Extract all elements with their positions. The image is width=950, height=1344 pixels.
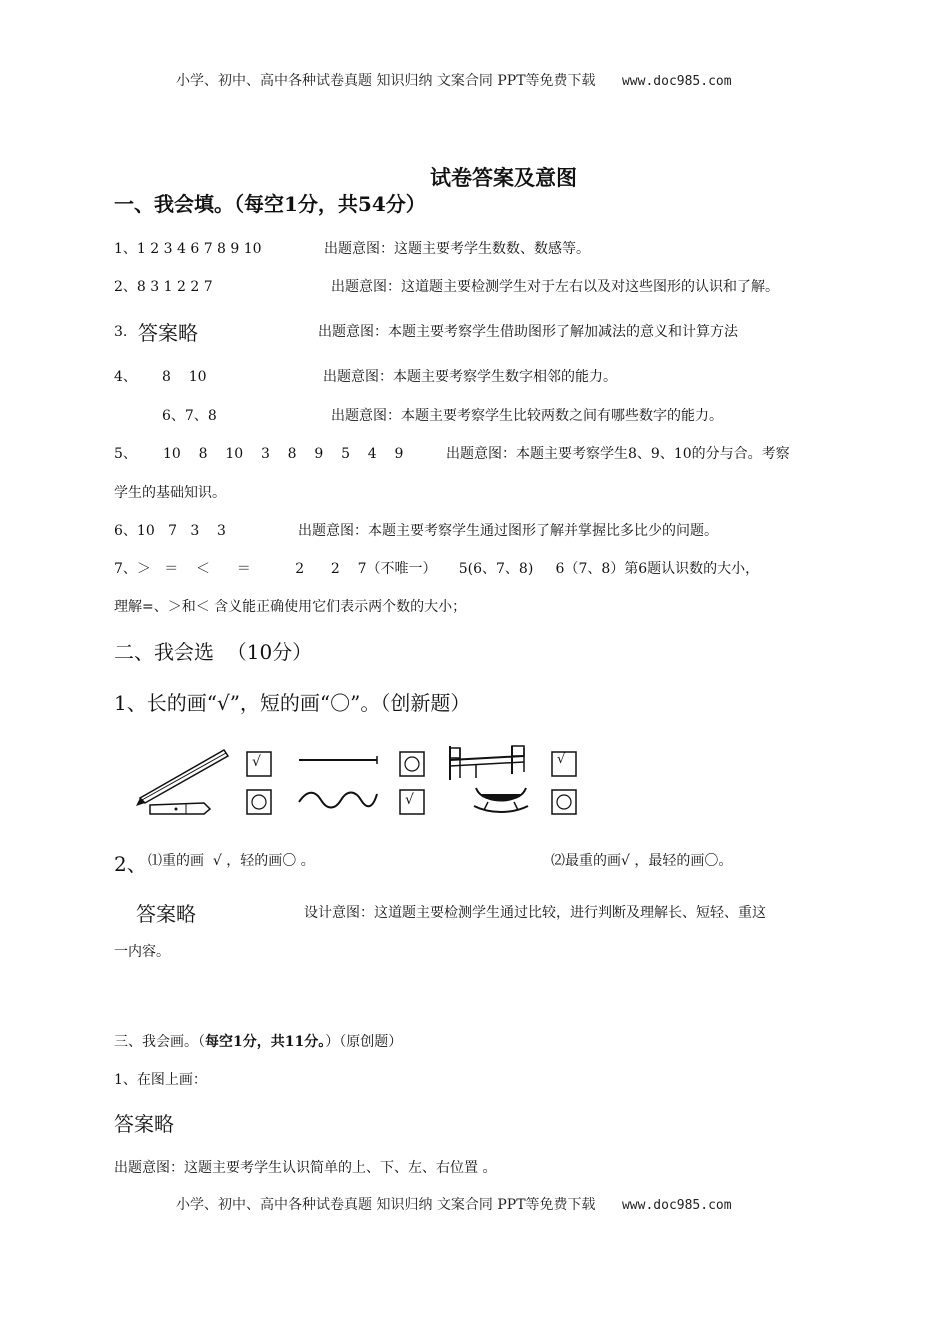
s2-q2-part1: ⑴重的画 √ ，轻的画〇 。 — [148, 853, 315, 869]
section2-heading: 二、我会选 （10分） — [114, 640, 313, 664]
s1-item6-intent: 出题意图：本题主要考察学生通过图形了解并掌握比多比少的问题。 — [298, 523, 718, 539]
s1-item1-intent: 出题意图：这题主要考学生数数、数感等。 — [324, 241, 590, 257]
s1-item3-prefix: 3. — [114, 324, 128, 340]
wavy-line-illustration — [297, 788, 381, 812]
cradle-illustration — [470, 784, 532, 814]
s1-item4-answer: 8 10 — [162, 369, 207, 385]
s2-answer: 答案略 — [136, 902, 196, 926]
s1-item5-prefix: 5、 — [114, 446, 137, 462]
check-mark: √ — [557, 752, 566, 767]
section3-heading-b: 每空1分，共11分。 — [205, 1034, 326, 1050]
answer-box-circle-3 — [551, 789, 577, 815]
s1-item7-line2: 理解=、＞和＜ 含义能正确使用它们表示两个数的大小； — [114, 599, 467, 615]
s2-intent: 设计意图：这道题主要检测学生通过比较，进行判断及理解长、短轻、重这 — [304, 905, 766, 921]
s1-item5-intent: 出题意图：本题主要考察学生8、9、10的分与合。考察 — [446, 446, 790, 462]
s1-item4b-answer: 6、7、8 — [162, 408, 217, 424]
s1-item4-intent: 出题意图：本题主要考察学生数字相邻的能力。 — [323, 369, 617, 385]
bed-illustration — [446, 742, 530, 782]
section3-heading — [114, 1033, 402, 1051]
s1-item4b-intent: 出题意图：本题主要考察学生比较两数之间有哪些数字的能力。 — [331, 408, 723, 424]
header-text: 小学、初中、高中各种试卷真题 知识归纳 文案合同 PPT等免费下载 — [176, 73, 596, 89]
s1-item3-answer: 答案略 — [138, 321, 198, 345]
s1-item2-answer: 2、8 3 1 2 2 7 — [114, 279, 213, 295]
s1-item7-line1: 7、＞ ＝ ＜ ＝ 2 2 7（不唯一） 5(6、7、8) 6（7、8）第6题认识数的大小， — [114, 561, 760, 577]
footer-url[interactable]: www.doc985.com — [621, 1198, 732, 1213]
short-pencil-illustration — [146, 800, 212, 818]
page-header — [176, 70, 732, 90]
section3-heading-c: ）（原创题） — [325, 1034, 403, 1050]
check-mark: √ — [252, 754, 261, 770]
s1-item6-answer: 6、10 7 3 3 — [114, 523, 226, 539]
s3-answer: 答案略 — [114, 1112, 174, 1136]
section1-heading: 一、我会填。（每空1分，共54分） — [114, 192, 426, 216]
check-mark: √ — [405, 792, 414, 808]
header-url[interactable]: www.doc985.com — [621, 74, 732, 89]
page-footer — [176, 1194, 732, 1214]
s1-item3-intent: 出题意图：本题主要考察学生借助图形了解加减法的意义和计算方法 — [318, 324, 738, 340]
s1-item2-intent: 出题意图：这道题主要检测学生对于左右以及对这些图形的认识和了解。 — [331, 279, 779, 295]
s3-q1: 1、在图上画： — [114, 1072, 207, 1088]
s2-q1: 1、长的画“√”，短的画“〇”。（创新题） — [114, 691, 471, 715]
s1-item5-answer: 10 8 10 3 8 9 5 4 9 — [163, 446, 404, 462]
answer-box-circle-1 — [246, 789, 272, 815]
straight-line-illustration — [297, 754, 381, 766]
s3-intent: 出题意图：这题主要考学生认识简单的上、下、左、右位置 。 — [114, 1160, 497, 1176]
page-title: 试卷答案及意图 — [430, 165, 577, 190]
s1-item4-prefix: 4、 — [114, 369, 137, 385]
answer-box-circle-2 — [399, 751, 425, 777]
footer-text: 小学、初中、高中各种试卷真题 知识归纳 文案合同 PPT等免费下载 — [176, 1197, 596, 1213]
s1-item1-answer: 1、1 2 3 4 6 7 8 9 10 — [114, 241, 262, 257]
s2-q2-prefix: 2、 — [114, 852, 147, 876]
s2-q2-part2: ⑵最重的画√ ，最轻的画〇。 — [551, 853, 733, 869]
s2-intent-cont: 一内容。 — [114, 944, 170, 960]
section3-heading-a: 三、我会画。（ — [114, 1034, 205, 1050]
s1-item5-intent-cont: 学生的基础知识。 — [114, 485, 226, 501]
